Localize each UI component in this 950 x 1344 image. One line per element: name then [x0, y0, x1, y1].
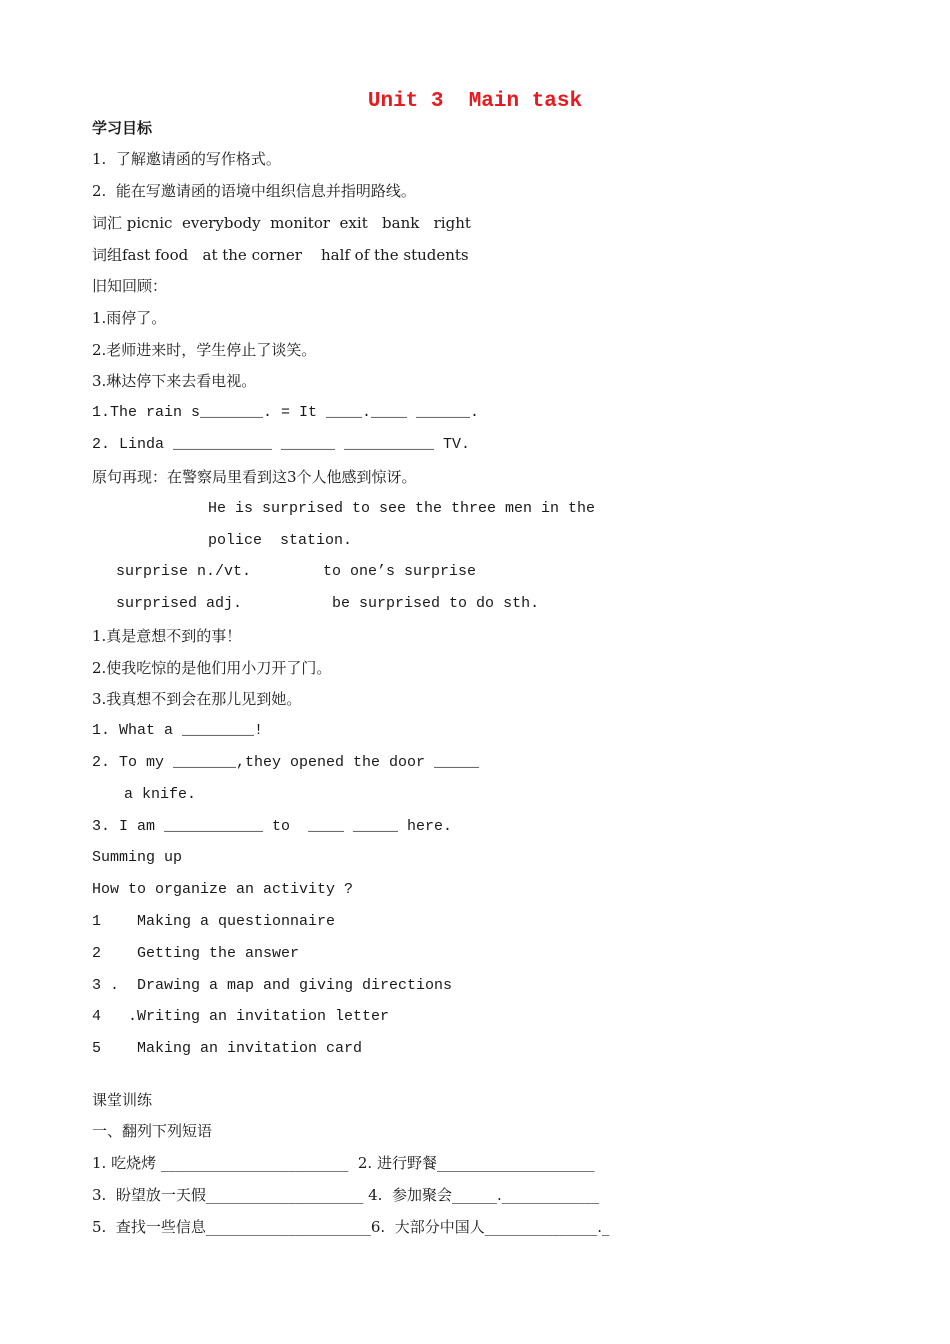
fill-blank-line: 2. To my _______,they opened the door _____: [92, 754, 480, 771]
goal-line: 1. 了解邀请函的写作格式。: [92, 150, 281, 168]
phrases-line: 词组fast food at the corner half of the students: [92, 246, 469, 264]
translate-line: 2.使我吃惊的是他们用小刀开了门。: [92, 659, 332, 677]
original-sentence-heading: 原句再现：在警察局里看到这3个人他感到惊讶。: [92, 468, 417, 486]
phrase-exercise-line: 1. 吃烧烤 _________________________ 2. 进行野餐_____________________: [92, 1154, 595, 1172]
word-usage-line: surprise n./vt. to one’s surprise: [116, 563, 477, 580]
review-line: 1.雨停了。: [92, 309, 167, 327]
example-sentence: police station.: [208, 532, 353, 549]
vocabulary-line: 词汇 picnic everybody monitor exit bank right: [92, 214, 471, 232]
page-title: Unit 3 Main task: [367, 90, 583, 113]
fill-blank-line: 3. I am ___________ to ____ _____ here.: [92, 818, 453, 835]
phrase-exercise-line: 5. 查找一些信息______________________6. 大部分中国人_______________._: [92, 1218, 610, 1236]
review-line: 2.老师进来时，学生停止了谈笑。: [92, 341, 317, 359]
activity-step: 3 . Drawing a map and giving directions: [92, 977, 453, 994]
class-practice-heading: 课堂训练: [92, 1091, 153, 1109]
example-sentence: He is surprised to see the three men in the: [208, 500, 596, 517]
translate-line: 3.我真想不到会在那儿见到她。: [92, 690, 302, 708]
activity-question: How to organize an activity ?: [92, 881, 354, 898]
activity-step: 4 .Writing an invitation letter: [92, 1008, 390, 1025]
fill-blank-line: 1. What a ________!: [92, 722, 264, 739]
translate-line: 1.真是意想不到的事！: [92, 627, 242, 645]
phrase-exercise-line: 3. 盼望放一天假_____________________ 4. 参加聚会______._____________: [92, 1186, 600, 1204]
exercise-line: 2. Linda ___________ ______ __________ TV.: [92, 436, 471, 453]
activity-step: 5 Making an invitation card: [92, 1040, 363, 1057]
fill-blank-line: a knife.: [124, 786, 197, 803]
activity-step: 2 Getting the answer: [92, 945, 300, 962]
word-usage-line: surprised adj. be surprised to do sth.: [116, 595, 540, 612]
goal-line: 2. 能在写邀请函的语境中组织信息并指明路线。: [92, 182, 416, 200]
section-one-heading: 一、翻列下列短语: [92, 1122, 213, 1140]
heading-learning-goals: 学习目标: [92, 119, 153, 137]
review-heading: 旧知回顾：: [92, 277, 168, 295]
summing-up-heading: Summing up: [92, 849, 183, 866]
exercise-line: 1.The rain s_______. = It ____.____ ______.: [92, 404, 480, 421]
review-line: 3.琳达停下来去看电视。: [92, 372, 257, 390]
activity-step: 1 Making a questionnaire: [92, 913, 336, 930]
